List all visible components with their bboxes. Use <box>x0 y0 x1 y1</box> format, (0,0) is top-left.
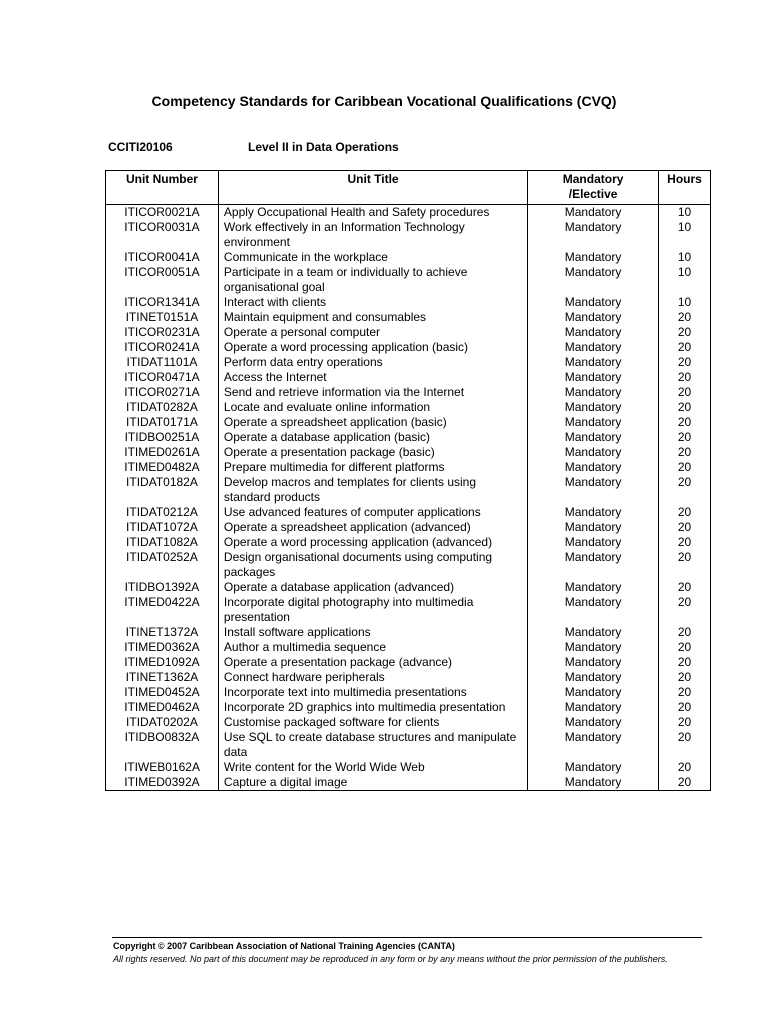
unit-hours-cell: 10 <box>658 250 710 265</box>
unit-number-cell: ITICOR0021A <box>106 205 219 221</box>
unit-hours-cell: 20 <box>658 760 710 775</box>
unit-number-cell: ITICOR0241A <box>106 340 219 355</box>
unit-title-cell: Incorporate digital photography into multimedia presentation <box>218 595 527 625</box>
unit-title-cell: Apply Occupational Health and Safety procedures <box>218 205 527 221</box>
unit-number-cell: ITIWEB0162A <box>106 760 219 775</box>
unit-type-cell: Mandatory <box>528 535 659 550</box>
table-row <box>106 265 711 295</box>
header-mandatory-elective: Mandatory /Elective <box>528 171 659 205</box>
unit-type-cell: Mandatory <box>528 625 659 640</box>
unit-title-cell: Operate a presentation package (advance) <box>218 655 527 670</box>
unit-number-cell: ITIDAT0252A <box>106 550 219 580</box>
units-table <box>105 170 711 791</box>
table-row <box>106 670 711 685</box>
unit-hours-cell: 20 <box>658 640 710 655</box>
unit-number-cell: ITICOR0471A <box>106 370 219 385</box>
unit-type-cell: Mandatory <box>528 385 659 400</box>
unit-hours-cell: 20 <box>658 550 710 580</box>
unit-type-cell: Mandatory <box>528 400 659 415</box>
unit-type-cell: Mandatory <box>528 430 659 445</box>
unit-hours-cell: 20 <box>658 385 710 400</box>
unit-type-cell: Mandatory <box>528 580 659 595</box>
unit-hours-cell: 20 <box>658 775 710 791</box>
unit-hours-cell: 10 <box>658 205 710 221</box>
table-row <box>106 775 711 791</box>
unit-title-cell: Operate a database application (basic) <box>218 430 527 445</box>
unit-hours-cell: 20 <box>658 685 710 700</box>
unit-type-cell: Mandatory <box>528 700 659 715</box>
unit-title-cell: Operate a personal computer <box>218 325 527 340</box>
table-row <box>106 295 711 310</box>
unit-type-cell: Mandatory <box>528 715 659 730</box>
table-row <box>106 415 711 430</box>
table-row <box>106 700 711 715</box>
unit-hours-cell: 20 <box>658 700 710 715</box>
unit-type-cell: Mandatory <box>528 415 659 430</box>
unit-title-cell: Participate in a team or individually to achieve organisational goal <box>218 265 527 295</box>
unit-hours-cell: 20 <box>658 580 710 595</box>
table-row <box>106 385 711 400</box>
unit-title-cell: Operate a spreadsheet application (advanced) <box>218 520 527 535</box>
unit-title-cell: Operate a presentation package (basic) <box>218 445 527 460</box>
unit-hours-cell: 20 <box>658 325 710 340</box>
table-row <box>106 715 711 730</box>
unit-title-cell: Work effectively in an Information Technology environment <box>218 220 527 250</box>
unit-type-cell: Mandatory <box>528 220 659 250</box>
unit-number-cell: ITIDAT0202A <box>106 715 219 730</box>
unit-number-cell: ITIDBO0251A <box>106 430 219 445</box>
table-row <box>106 640 711 655</box>
unit-hours-cell: 20 <box>658 355 710 370</box>
unit-title-cell: Incorporate text into multimedia presentations <box>218 685 527 700</box>
unit-title-cell: Prepare multimedia for different platforms <box>218 460 527 475</box>
unit-type-cell: Mandatory <box>528 460 659 475</box>
page-title: Competency Standards for Caribbean Vocational Qualifications (CVQ) <box>151 93 617 109</box>
table-row <box>106 505 711 520</box>
unit-number-cell: ITIMED0422A <box>106 595 219 625</box>
unit-hours-cell: 20 <box>658 460 710 475</box>
unit-number-cell: ITICOR1341A <box>106 295 219 310</box>
unit-type-cell: Mandatory <box>528 685 659 700</box>
unit-type-cell: Mandatory <box>528 340 659 355</box>
unit-number-cell: ITICOR0051A <box>106 265 219 295</box>
table-row <box>106 595 711 625</box>
unit-number-cell: ITIDBO0832A <box>106 730 219 760</box>
unit-title-cell: Author a multimedia sequence <box>218 640 527 655</box>
unit-type-cell: Mandatory <box>528 445 659 460</box>
unit-type-cell: Mandatory <box>528 355 659 370</box>
unit-number-cell: ITINET0151A <box>106 310 219 325</box>
unit-hours-cell: 20 <box>658 625 710 640</box>
course-code: CCITI20106 <box>108 140 173 154</box>
unit-hours-cell: 20 <box>658 595 710 625</box>
unit-type-cell: Mandatory <box>528 325 659 340</box>
table-row <box>106 340 711 355</box>
table-row <box>106 310 711 325</box>
unit-title-cell: Incorporate 2D graphics into multimedia presentation <box>218 700 527 715</box>
unit-hours-cell: 20 <box>658 535 710 550</box>
unit-title-cell: Operate a word processing application (advanced) <box>218 535 527 550</box>
unit-type-cell: Mandatory <box>528 505 659 520</box>
unit-number-cell: ITIMED0362A <box>106 640 219 655</box>
unit-type-cell: Mandatory <box>528 475 659 505</box>
unit-title-cell: Operate a database application (advanced) <box>218 580 527 595</box>
unit-number-cell: ITIDAT0282A <box>106 400 219 415</box>
unit-type-cell: Mandatory <box>528 310 659 325</box>
table-row <box>106 430 711 445</box>
unit-number-cell: ITIDAT0171A <box>106 415 219 430</box>
footer-copyright: Copyright © 2007 Caribbean Association of National Training Agencies (CANTA) <box>113 941 455 951</box>
unit-type-cell: Mandatory <box>528 550 659 580</box>
table-row <box>106 685 711 700</box>
unit-number-cell: ITINET1372A <box>106 625 219 640</box>
course-level: Level II in Data Operations <box>248 140 399 154</box>
unit-hours-cell: 20 <box>658 430 710 445</box>
unit-number-cell: ITIMED0482A <box>106 460 219 475</box>
unit-hours-cell: 20 <box>658 730 710 760</box>
unit-type-cell: Mandatory <box>528 520 659 535</box>
unit-hours-cell: 10 <box>658 220 710 250</box>
unit-title-cell: Communicate in the workplace <box>218 250 527 265</box>
table-row <box>106 460 711 475</box>
header-hours: Hours <box>658 171 710 205</box>
unit-title-cell: Capture a digital image <box>218 775 527 791</box>
unit-type-cell: Mandatory <box>528 760 659 775</box>
unit-number-cell: ITICOR0271A <box>106 385 219 400</box>
table-row <box>106 250 711 265</box>
unit-number-cell: ITIMED0462A <box>106 700 219 715</box>
header-unit-title: Unit Title <box>218 171 527 205</box>
unit-title-cell: Operate a spreadsheet application (basic) <box>218 415 527 430</box>
unit-number-cell: ITINET1362A <box>106 670 219 685</box>
table-row <box>106 625 711 640</box>
footer-rights-notice: All rights reserved. No part of this document may be reproduced in any form or by any means without the prior permission of the publishers. <box>113 954 668 964</box>
table-row <box>106 730 711 760</box>
unit-number-cell: ITIDAT1082A <box>106 535 219 550</box>
unit-number-cell: ITICOR0031A <box>106 220 219 250</box>
unit-number-cell: ITIDAT1101A <box>106 355 219 370</box>
table-row <box>106 760 711 775</box>
table-row <box>106 205 711 221</box>
table-row <box>106 520 711 535</box>
unit-type-cell: Mandatory <box>528 595 659 625</box>
table-row <box>106 220 711 250</box>
unit-title-cell: Perform data entry operations <box>218 355 527 370</box>
unit-title-cell: Operate a word processing application (basic) <box>218 340 527 355</box>
unit-number-cell: ITIMED0392A <box>106 775 219 791</box>
unit-title-cell: Access the Internet <box>218 370 527 385</box>
table-row <box>106 445 711 460</box>
unit-title-cell: Customise packaged software for clients <box>218 715 527 730</box>
unit-number-cell: ITIDAT1072A <box>106 520 219 535</box>
unit-title-cell: Use SQL to create database structures and manipulate data <box>218 730 527 760</box>
unit-type-cell: Mandatory <box>528 250 659 265</box>
unit-hours-cell: 20 <box>658 715 710 730</box>
unit-title-cell: Connect hardware peripherals <box>218 670 527 685</box>
unit-title-cell: Maintain equipment and consumables <box>218 310 527 325</box>
table-row <box>106 550 711 580</box>
unit-number-cell: ITIDAT0212A <box>106 505 219 520</box>
footer-divider <box>112 937 702 938</box>
unit-hours-cell: 10 <box>658 265 710 295</box>
unit-title-cell: Interact with clients <box>218 295 527 310</box>
unit-title-cell: Design organisational documents using computing packages <box>218 550 527 580</box>
table-row <box>106 355 711 370</box>
table-row <box>106 475 711 505</box>
unit-hours-cell: 20 <box>658 655 710 670</box>
unit-title-cell: Use advanced features of computer applications <box>218 505 527 520</box>
unit-number-cell: ITIDBO1392A <box>106 580 219 595</box>
unit-title-cell: Send and retrieve information via the Internet <box>218 385 527 400</box>
unit-title-cell: Develop macros and templates for clients using standard products <box>218 475 527 505</box>
unit-hours-cell: 20 <box>658 505 710 520</box>
unit-hours-cell: 20 <box>658 520 710 535</box>
unit-type-cell: Mandatory <box>528 295 659 310</box>
unit-number-cell: ITICOR0041A <box>106 250 219 265</box>
unit-number-cell: ITIMED1092A <box>106 655 219 670</box>
unit-hours-cell: 20 <box>658 475 710 505</box>
unit-hours-cell: 20 <box>658 400 710 415</box>
table-header-row <box>106 171 711 205</box>
unit-hours-cell: 20 <box>658 310 710 325</box>
unit-hours-cell: 20 <box>658 445 710 460</box>
unit-type-cell: Mandatory <box>528 730 659 760</box>
table-row <box>106 370 711 385</box>
unit-type-cell: Mandatory <box>528 640 659 655</box>
unit-type-cell: Mandatory <box>528 655 659 670</box>
unit-hours-cell: 20 <box>658 340 710 355</box>
table-row <box>106 655 711 670</box>
header-unit-number: Unit Number <box>106 171 219 205</box>
unit-number-cell: ITICOR0231A <box>106 325 219 340</box>
table-row <box>106 325 711 340</box>
unit-hours-cell: 20 <box>658 370 710 385</box>
unit-type-cell: Mandatory <box>528 370 659 385</box>
unit-type-cell: Mandatory <box>528 775 659 791</box>
unit-title-cell: Install software applications <box>218 625 527 640</box>
unit-number-cell: ITIMED0261A <box>106 445 219 460</box>
unit-hours-cell: 20 <box>658 670 710 685</box>
unit-type-cell: Mandatory <box>528 265 659 295</box>
unit-type-cell: Mandatory <box>528 670 659 685</box>
table-row <box>106 535 711 550</box>
unit-title-cell: Locate and evaluate online information <box>218 400 527 415</box>
unit-number-cell: ITIDAT0182A <box>106 475 219 505</box>
unit-title-cell: Write content for the World Wide Web <box>218 760 527 775</box>
table-row <box>106 580 711 595</box>
unit-hours-cell: 10 <box>658 295 710 310</box>
table-body <box>106 205 711 791</box>
table-row <box>106 400 711 415</box>
unit-type-cell: Mandatory <box>528 205 659 221</box>
unit-hours-cell: 20 <box>658 415 710 430</box>
unit-number-cell: ITIMED0452A <box>106 685 219 700</box>
